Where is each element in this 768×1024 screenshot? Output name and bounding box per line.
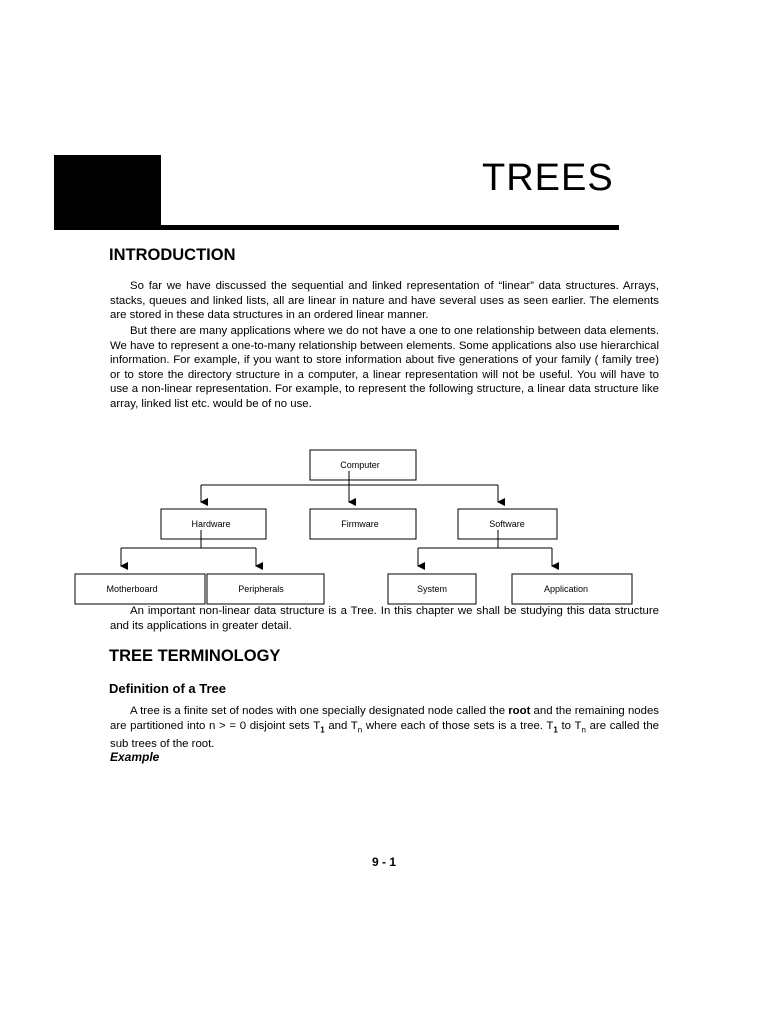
example-label: Example — [110, 750, 160, 764]
tn-subscript: n — [581, 724, 586, 734]
intro-paragraph-1: So far we have discussed the sequential and linked representation of “linear” data structures. Arrays, stacks, queues and linked lists, all are linear in nature and have several uses as seen earlier. The elements are stored in these data structures in an ordered linear manner. — [110, 280, 659, 321]
definition-subheading: Definition of a Tree — [109, 681, 227, 696]
node-system — [388, 574, 476, 604]
node-software — [458, 509, 557, 539]
node-hardware-label: Hardware — [191, 519, 231, 529]
chapter-title: TREES — [482, 157, 614, 199]
subscript-n: n — [357, 724, 363, 734]
node-computer — [310, 450, 416, 480]
node-motherboard — [75, 574, 205, 604]
subscript-1: 1 — [320, 724, 325, 734]
node-peripherals-label: Peripherals — [238, 584, 284, 594]
root-term: root — [508, 705, 531, 717]
node-motherboard-label: Motherboard — [106, 584, 158, 594]
introduction-heading: INTRODUCTION — [109, 246, 236, 264]
intro-paragraph-3: An important non-linear data structure is a Tree. In this chapter we shall be studying this data structure and its applications in greater detail. — [110, 605, 659, 632]
intro-paragraph-2: But there are many applications where we do not have a one to one relationship between data elements. We have to represent a one-to-many relationship between elements. Some applications also use hierarchical information. For example, if you want to store information about five generations of your family ( family tree) or to store the directory structure in a computer, a linear representation will not be useful. You will have to use a non-linear representation. For example, to represent the following structure, a linear data structure like array, linked list etc. would be of no use. — [110, 325, 659, 410]
node-peripherals — [207, 574, 324, 604]
definition-tail-text: are called the sub trees of the root. — [110, 719, 659, 751]
definition-mid-text: and the remaining nodes are partitioned into n > = 0 disjoint sets T — [110, 705, 659, 732]
node-application-label: Application — [543, 584, 589, 594]
node-computer-label: Computer — [340, 460, 380, 470]
node-firmware-label: Firmware — [341, 519, 379, 529]
root-connectors — [201, 471, 498, 502]
tree-terminology-heading: TREE TERMINOLOGY — [109, 647, 281, 665]
definition-end-text: where each of those sets is a tree. — [362, 719, 547, 732]
node-software-label: Software — [489, 519, 525, 529]
node-firmware — [310, 509, 416, 539]
t1-subscript: 1 — [553, 724, 558, 734]
to-text: to T — [557, 719, 582, 732]
node-hardware — [161, 509, 266, 539]
node-application — [512, 574, 632, 604]
definition-start-text: A tree is a finite set of nodes with one specially designated node called the — [130, 705, 509, 717]
tree-definition-paragraph — [110, 704, 659, 752]
node-system-label: System — [416, 584, 448, 594]
page-number: 9 - 1 — [371, 855, 396, 869]
t1-prefix: T — [546, 719, 554, 732]
and-text: and T — [324, 719, 358, 732]
